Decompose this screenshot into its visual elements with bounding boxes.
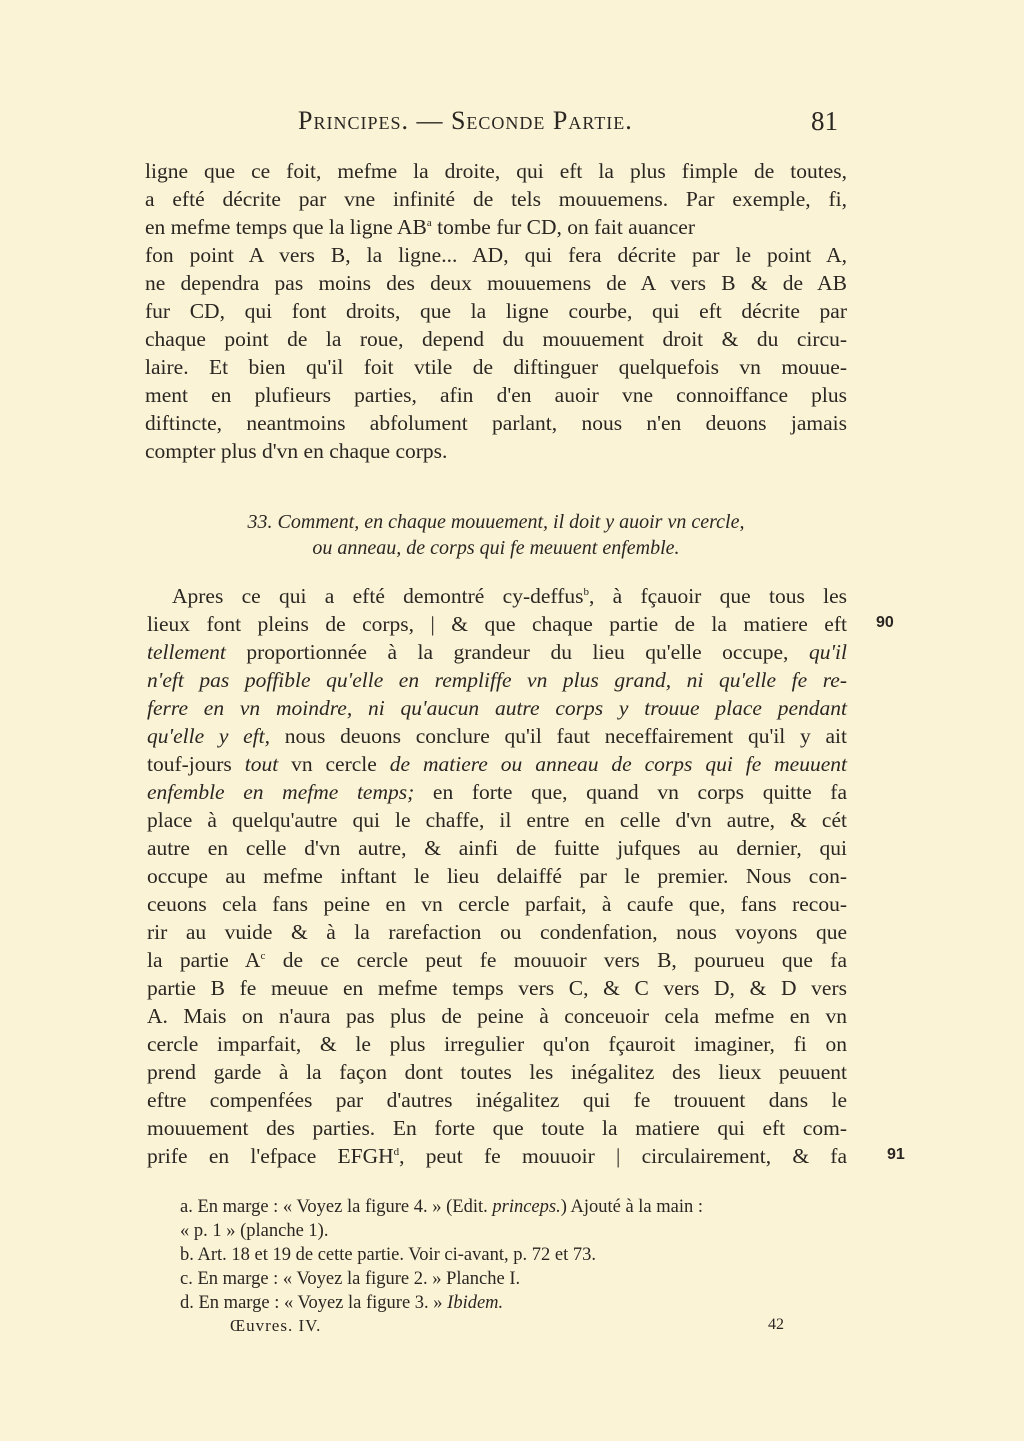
section-heading-line-1: 33. Comment, en chaque mouuement, il doit y auoir vn cercle,	[247, 511, 745, 533]
footer-signature: 42	[768, 1316, 784, 1333]
running-header	[298, 106, 838, 146]
text-line: ferre en vn moindre, ni qu'aucun autre corps y trouue place pendant	[147, 696, 847, 720]
text-line: rir au vuide & à la rarefaction ou condenfation, nous voyons que	[147, 920, 847, 944]
running-title: Principes. — Seconde Partie.	[298, 106, 633, 135]
text-line: A. Mais on n'aura pas plus de peine à conceuoir cela mefme en vn	[147, 1004, 847, 1028]
text-line: Apres ce qui a efté demontré cy-deffus$^b$, à fçauoir que tous les	[172, 584, 848, 608]
text-line: fon point A vers B, la ligne... AD, qui fera décrite par le point A,	[145, 243, 847, 267]
text-line: tellement proportionnée à la grandeur du lieu qu'elle occupe, qu'il	[147, 640, 847, 664]
text-line: en mefme temps que la ligne $AB^a$ tombe fur CD, on fait auancer	[145, 215, 695, 239]
text-line: ceuons cela fans peine en vn cercle parfait, à caufe que, fans recou-	[147, 892, 847, 916]
text-line: cercle imparfait, & le plus irregulier qu'on fçauroit imaginer, fi on	[147, 1032, 847, 1056]
footnote-ref-c[interactable]: c	[260, 949, 266, 962]
section-heading-line-2: ou anneau, de corps qui fe meuuent enfemble.	[312, 537, 680, 559]
margin-page-number: 90	[876, 614, 894, 631]
text-line: fur CD, qui font droits, que la ligne courbe, qui eft décrite par	[145, 299, 847, 323]
page-number: 81	[811, 106, 838, 136]
footnote-ref-b[interactable]: b	[583, 585, 589, 598]
footnote-d: d. En marge : « Voyez la figure 3. » Ibidem.	[180, 1293, 504, 1313]
text-line: eftre compenfées par d'autres inégalitez qui fe trouuent dans le	[147, 1088, 847, 1112]
footnote-a-continued: « p. 1 » (planche 1).	[180, 1221, 329, 1241]
text-line: prife en l'efpace EFGH$^d$, peut fe mouuoir | circulairement, & fa	[147, 1144, 847, 1168]
footnote-a: a. En marge : « Voyez la figure 4. » (Edit. princeps.) Ajouté à la main :	[180, 1197, 704, 1217]
footnote-c: c. En marge : « Voyez la figure 2. » Planche I.	[180, 1269, 521, 1289]
text-line: mouuement des parties. En forte que toute la matiere qui eft com-	[147, 1116, 847, 1140]
text-line: laire. Et bien qu'il foit vtile de diftinguer quelquefois vn mouue-	[145, 355, 847, 379]
text-line: place à quelqu'autre qui le chaffe, il entre en celle d'vn autre, & cét	[147, 808, 847, 832]
text-line: touf-jours tout vn cercle de matiere ou anneau de corps qui fe meuuent	[147, 752, 847, 776]
text-line: ment en plufieurs parties, afin d'en auoir vne connoiffance plus	[145, 383, 847, 407]
text-line: ligne que ce foit, mefme la droite, qui eft la plus fimple de toutes,	[145, 159, 847, 183]
text-line: la partie $A^c$ de ce cercle peut fe mouuoir vers B, pourueu que fa	[147, 948, 847, 972]
text-line: occupe au mefme inftant le lieu delaiffé par le premier. Nous con-	[147, 864, 847, 888]
footnote-b: b. Art. 18 et 19 de cette partie. Voir ci-avant, p. 72 et 73.	[180, 1245, 596, 1265]
text-line: autre en celle d'vn autre, & ainfi de fuitte jufques au dernier, qui	[147, 836, 847, 860]
footnote-ref-a[interactable]: a	[426, 216, 432, 229]
text-line: a efté décrite par vne infinité de tels mouuemens. Par exemple, fi,	[145, 187, 847, 211]
text-line: enfemble en mefme temps; en forte que, quand vn corps quitte fa	[147, 780, 847, 804]
text-line: qu'elle y eft, nous deuons conclure qu'il faut neceffairement qu'il y ait	[147, 724, 847, 748]
text-line: ne dependra pas moins des deux mouuemens de A vers B & de AB	[145, 271, 847, 295]
text-line: diftincte, neantmoins abfolument parlant, nous n'en deuons jamais	[145, 411, 847, 435]
text-line: prend garde à la façon dont toutes les inégalitez des lieux peuuent	[147, 1060, 847, 1084]
text-line: partie B fe meuue en mefme temps vers C, & C vers D, & D vers	[147, 976, 847, 1000]
text-line: n'eft pas poffible qu'elle en rempliffe vn plus grand, ni qu'elle fe re-	[147, 668, 847, 692]
footnote-ref-d[interactable]: d	[393, 1145, 400, 1158]
margin-page-number: 91	[887, 1146, 905, 1163]
text-line: chaque point de la roue, depend du mouuement droit & du circu-	[145, 327, 847, 351]
text-line: compter plus d'vn en chaque corps.	[145, 439, 448, 463]
footer-volume: Œuvres. IV.	[230, 1316, 322, 1335]
text-line: lieux font pleins de corps, | & que chaque partie de la matiere eft	[147, 612, 847, 636]
